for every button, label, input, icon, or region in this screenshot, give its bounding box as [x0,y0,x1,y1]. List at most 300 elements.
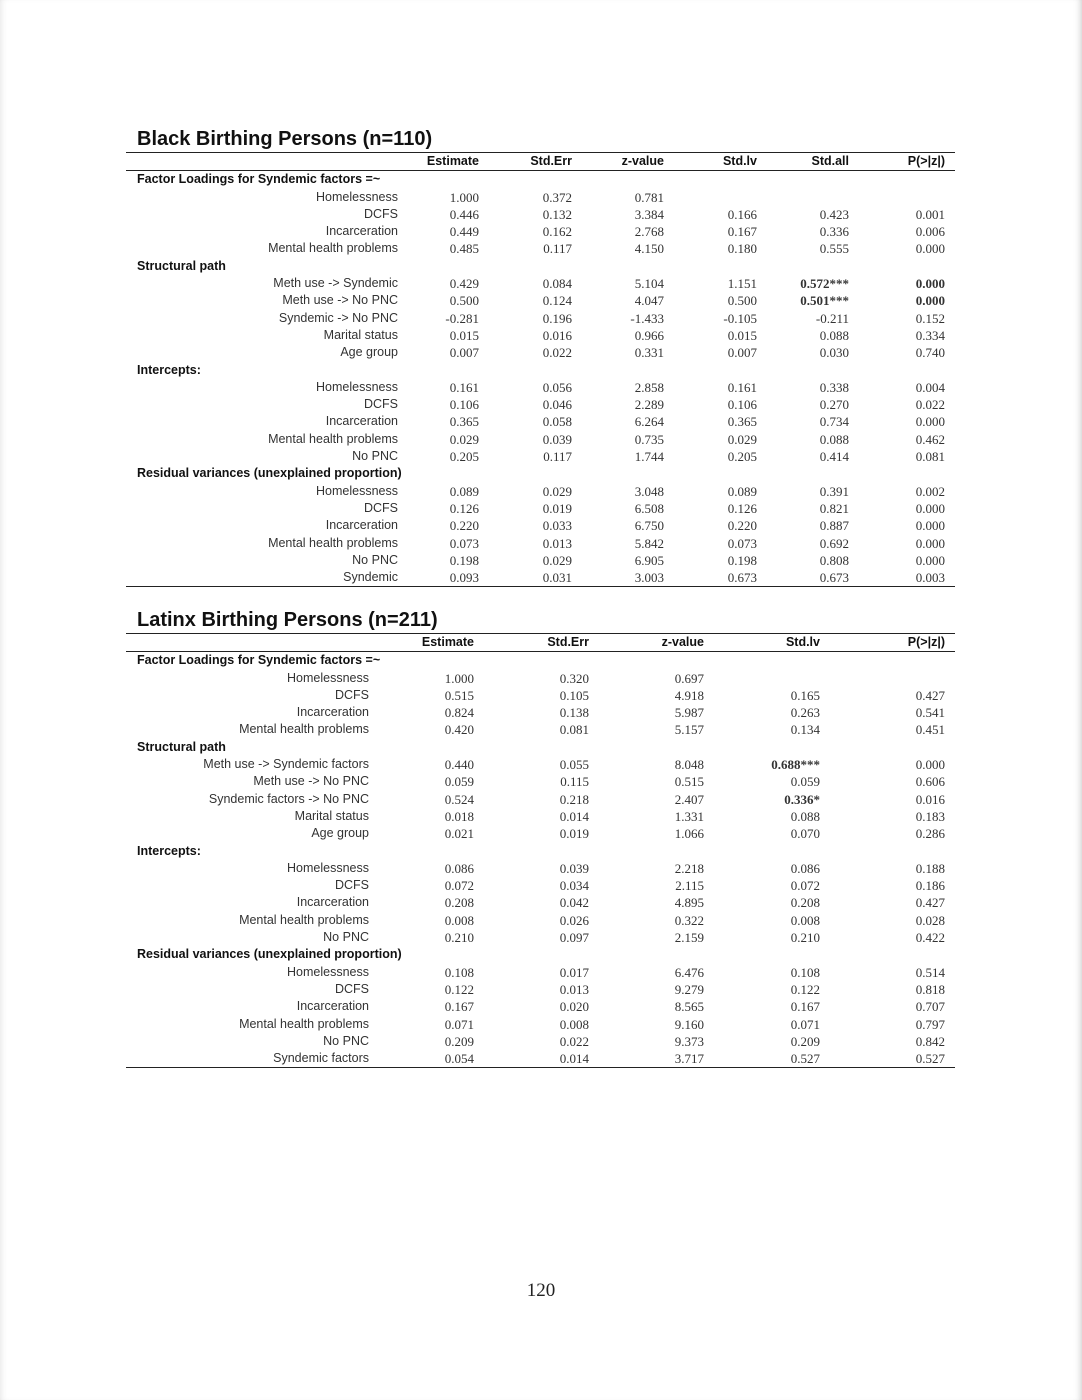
value-cell: 0.162 [542,224,572,240]
table-row [126,240,955,257]
group-row [126,258,955,275]
value-cell: 0.209 [790,1033,820,1049]
value-cell: 0.028 [915,912,945,928]
value-cell: 0.673 [767,569,859,587]
value-cell: 0.887 [819,518,849,534]
row-label: Meth use -> No PNC [282,293,398,308]
table-row [126,687,955,704]
value-cell: 0.124 [542,293,572,309]
table-row [126,773,955,790]
value-cell: 0.263 [790,705,820,721]
value-cell: 0.422 [915,930,945,946]
value-cell: 0.029 [727,431,757,447]
value-cell: 0.108 [444,964,474,980]
column-header: Std.lv [714,634,830,652]
value-cell: 0.429 [449,276,479,292]
value-cell: 0.014 [484,1050,599,1068]
value-cell: 0.167 [444,999,474,1015]
row-label: Syndemic -> No PNC [278,310,398,325]
value-cell: 0.334 [915,327,945,343]
value-cell: 0.781 [634,189,664,205]
group-heading: Intercepts: [137,362,201,377]
row-label: Syndemic [126,569,398,587]
table-row [126,275,955,292]
header-blank-cell [126,634,369,652]
value-cell: 0.108 [790,964,820,980]
value-cell [674,189,767,206]
row-label: Homelessness [287,964,369,979]
value-cell: 0.210 [444,930,474,946]
value-cell: 0.006 [915,224,945,240]
table-row [126,704,955,721]
value-cell: 0.501*** [800,293,849,309]
value-cell: 0.088 [819,431,849,447]
value-cell: 0.692 [819,535,849,551]
value-cell: 0.081 [915,449,945,465]
value-cell: 0.072 [444,878,474,894]
value-cell: 0.001 [915,206,945,222]
row-label: DCFS [363,397,398,412]
table-row [126,981,955,998]
value-cell: 0.555 [819,241,849,257]
column-header: Estimate [398,153,489,171]
value-cell: 0.966 [634,327,664,343]
value-cell: 0.166 [727,206,757,222]
value-cell: 0.427 [915,687,945,703]
table-row [126,344,955,361]
group-heading: Residual variances (unexplained proportion) [137,466,402,481]
group-row [126,171,955,189]
value-cell: 0.186 [915,878,945,894]
value-cell: 0.808 [819,552,849,568]
value-cell [859,189,955,206]
value-cell: 0.072 [790,878,820,894]
value-cell: 0.086 [444,860,474,876]
value-cell: 0.122 [790,981,820,997]
group-heading: Residual variances (unexplained proportion) [137,947,402,962]
row-label: Homelessness [316,189,398,204]
group-heading: Structural path [137,739,226,754]
value-cell: 1.000 [444,670,474,686]
row-label: Syndemic factors -> No PNC [208,791,369,806]
table-row [126,223,955,240]
value-cell: 0.180 [727,241,757,257]
value-cell: 0.365 [449,414,479,430]
row-label: DCFS [334,687,369,702]
value-cell: 0.000 [915,500,945,516]
row-label: Incarceration [325,224,398,239]
table-row [126,448,955,465]
value-cell: 6.476 [674,964,704,980]
value-cell: 0.070 [790,826,820,842]
value-cell: 4.150 [634,241,664,257]
row-label: Meth use -> Syndemic factors [203,757,369,772]
results-table [126,633,955,1068]
table-row [126,292,955,309]
value-cell: 0.134 [790,722,820,738]
value-cell: 0.500 [449,293,479,309]
value-cell: 0.152 [915,310,945,326]
value-cell: 0.336 [819,224,849,240]
row-label: Mental health problems [268,431,398,446]
row-label: No PNC [323,930,369,945]
value-cell: 0.105 [559,687,589,703]
results-table [126,152,955,587]
value-cell: 0.015 [727,327,757,343]
table-row [126,483,955,500]
value-cell: 0.055 [559,757,589,773]
value-cell: 0.071 [790,1016,820,1032]
value-cell: 8.048 [674,757,704,773]
row-label: DCFS [334,981,369,996]
row-label: No PNC [323,1033,369,1048]
value-cell: 0.734 [819,414,849,430]
value-cell: 1.000 [449,189,479,205]
value-cell: 0.106 [727,397,757,413]
table-row [126,535,955,552]
table-row [126,569,955,587]
table-row [126,998,955,1015]
value-cell: 0.198 [449,552,479,568]
row-label: DCFS [334,878,369,893]
value-cell: -0.281 [445,310,479,326]
value-cell: 0.058 [542,414,572,430]
value-cell: 0.205 [449,449,479,465]
value-cell: 0.440 [444,757,474,773]
value-cell: 0.016 [542,327,572,343]
page-number: 120 [526,1280,556,1301]
table-row [126,1016,955,1033]
value-cell: 0.003 [859,569,955,587]
value-cell: 0.205 [727,449,757,465]
value-cell: 0.015 [449,327,479,343]
value-cell: 4.047 [634,293,664,309]
row-label: Meth use -> No PNC [253,774,369,789]
value-cell: 0.013 [559,981,589,997]
value-cell: 0.008 [790,912,820,928]
group-heading: Factor Loadings for Syndemic factors =~ [137,653,381,668]
value-cell: 0.026 [559,912,589,928]
value-cell: 0.126 [449,500,479,516]
row-label: DCFS [363,206,398,221]
value-cell: 0.449 [449,224,479,240]
column-header: Std.Err [484,634,599,652]
value-cell: -0.211 [815,310,849,326]
column-header: Estimate [369,634,484,652]
value-cell: 0.022 [559,1033,589,1049]
row-label: Homelessness [287,860,369,875]
value-cell: 0.106 [449,397,479,413]
table-title: Latinx Birthing Persons (n=211) [137,609,438,631]
value-cell: 0.462 [915,431,945,447]
value-cell: 0.161 [727,379,757,395]
value-cell: 0.089 [449,483,479,499]
table-row [126,431,955,448]
row-label: Mental health problems [239,1016,369,1031]
table-row [126,877,955,894]
value-cell: 3.048 [634,483,664,499]
group-row [126,652,955,670]
value-cell: 5.104 [634,276,664,292]
row-label: Age group [311,826,369,841]
column-header: z-value [599,634,714,652]
table-row [126,189,955,206]
value-cell: 0.697 [674,670,704,686]
row-label: Mental health problems [268,241,398,256]
value-cell: 0.126 [727,500,757,516]
value-cell: 0.002 [915,483,945,499]
value-cell: 0.420 [444,722,474,738]
value-cell: 0.031 [489,569,582,587]
row-label: Homelessness [287,670,369,685]
value-cell: 5.157 [674,722,704,738]
table-header-row [126,634,955,652]
value-cell: 0.021 [444,826,474,842]
value-cell: 0.220 [727,518,757,534]
value-cell: 0.218 [559,791,589,807]
table-section-black [126,126,955,587]
value-cell: 0.004 [915,379,945,395]
value-cell: 9.373 [674,1033,704,1049]
value-cell: 0.515 [444,687,474,703]
value-cell: 0.029 [542,483,572,499]
value-cell: 0.122 [444,981,474,997]
value-cell: 0.427 [915,895,945,911]
table-row [126,670,955,687]
value-cell: 0.084 [542,276,572,292]
value-cell [830,670,955,687]
value-cell: 0.086 [790,860,820,876]
value-cell: 0.132 [542,206,572,222]
value-cell: 0.208 [444,895,474,911]
value-cell: 0.391 [819,483,849,499]
value-cell: 0.017 [559,964,589,980]
value-cell [767,189,859,206]
header-blank-cell [126,153,398,171]
value-cell: 0.000 [915,414,945,430]
value-cell: 0.423 [819,206,849,222]
value-cell: 0.688*** [771,757,820,773]
value-cell: 0.088 [819,327,849,343]
table-row [126,808,955,825]
value-cell: 0.020 [559,999,589,1015]
table-row [126,327,955,344]
table-title: Black Birthing Persons (n=110) [137,128,433,150]
value-cell: 0.209 [444,1033,474,1049]
value-cell: 0.165 [790,687,820,703]
value-cell: 4.918 [674,687,704,703]
value-cell: 6.905 [634,552,664,568]
value-cell: 0.071 [444,1016,474,1032]
value-cell: 0.220 [449,518,479,534]
value-cell: 0.514 [915,964,945,980]
value-cell: 0.007 [449,345,479,361]
value-cell: 0.485 [449,241,479,257]
value-cell: 0.196 [542,310,572,326]
value-cell: 0.014 [559,808,589,824]
group-row [126,739,955,756]
row-label: Incarceration [296,895,369,910]
value-cell: 0.821 [819,500,849,516]
column-header: P(>|z|) [830,634,955,652]
value-cell: 2.858 [634,379,664,395]
row-label: No PNC [352,552,398,567]
value-cell: 0.183 [915,808,945,824]
column-header: Std.all [767,153,859,171]
value-cell: 9.160 [674,1016,704,1032]
value-cell [714,670,830,687]
group-row [126,362,955,379]
value-cell: 0.331 [634,345,664,361]
value-cell: 2.218 [674,860,704,876]
row-label: Age group [340,345,398,360]
value-cell: 0.039 [542,431,572,447]
value-cell: 0.336* [784,791,820,807]
value-cell: 0.188 [915,860,945,876]
column-header: Std.lv [674,153,767,171]
value-cell: 2.407 [674,791,704,807]
table-row [126,413,955,430]
value-cell: 0.000 [915,518,945,534]
value-cell: 0.167 [790,999,820,1015]
value-cell: 0.073 [727,535,757,551]
value-cell: 0.059 [444,774,474,790]
value-cell: 0.000 [915,757,945,773]
value-cell: 0.022 [542,345,572,361]
value-cell: 0.054 [369,1050,484,1068]
value-cell: 0.818 [915,981,945,997]
value-cell: 0.000 [915,293,945,309]
group-row [126,843,955,860]
value-cell: 0.372 [542,189,572,205]
value-cell: 5.842 [634,535,664,551]
value-cell: 0.338 [819,379,849,395]
table-row [126,964,955,981]
value-cell: 0.515 [674,774,704,790]
value-cell: 0.161 [449,379,479,395]
value-cell: -0.105 [723,310,757,326]
table-row [126,379,955,396]
table-row [126,552,955,569]
value-cell: 0.073 [449,535,479,551]
value-cell: 0.000 [915,241,945,257]
value-cell: 0.000 [915,276,945,292]
row-label: DCFS [363,500,398,515]
row-label: Incarceration [296,705,369,720]
value-cell: 3.003 [582,569,674,587]
row-label: Marital status [323,327,398,342]
value-cell: 0.046 [542,397,572,413]
value-cell: 0.016 [915,791,945,807]
value-cell: 0.115 [560,774,589,790]
value-cell: 6.508 [634,500,664,516]
table-row [126,929,955,946]
value-cell: 0.606 [915,774,945,790]
value-cell: 0.081 [559,722,589,738]
value-cell: 0.034 [559,878,589,894]
row-label: Mental health problems [268,535,398,550]
value-cell: 0.039 [559,860,589,876]
value-cell: 1.066 [674,826,704,842]
table-row [126,1050,955,1068]
row-label: Incarceration [325,518,398,533]
row-label: Homelessness [316,379,398,394]
value-cell: 2.768 [634,224,664,240]
value-cell: 0.008 [444,912,474,928]
value-cell: 3.384 [634,206,664,222]
value-cell: 0.088 [790,808,820,824]
table-row [126,517,955,534]
value-cell: 3.717 [599,1050,714,1068]
value-cell: 8.565 [674,999,704,1015]
row-label: Incarceration [325,414,398,429]
value-cell: 4.895 [674,895,704,911]
group-row [126,946,955,963]
value-cell: 0.524 [444,791,474,807]
column-header: P(>|z|) [859,153,955,171]
value-cell: 0.056 [542,379,572,395]
row-label: Mental health problems [239,722,369,737]
value-cell: 9.279 [674,981,704,997]
value-cell: 0.008 [559,1016,589,1032]
table-row [126,310,955,327]
value-cell: 0.740 [915,345,945,361]
table-row [126,1033,955,1050]
table-row [126,912,955,929]
value-cell: 0.018 [444,808,474,824]
table-row [126,894,955,911]
row-label: No PNC [352,449,398,464]
value-cell: 0.029 [542,552,572,568]
value-cell: 0.007 [727,345,757,361]
row-label: Mental health problems [239,912,369,927]
group-row [126,465,955,482]
row-label: Homelessness [316,483,398,498]
value-cell: 0.322 [674,912,704,928]
row-label: Meth use -> Syndemic [273,276,398,291]
value-cell: -1.433 [630,310,664,326]
value-cell: 0.117 [543,449,572,465]
value-cell: 0.059 [790,774,820,790]
table-row [126,860,955,877]
value-cell: 0.446 [449,206,479,222]
value-cell: 5.987 [674,705,704,721]
value-cell: 0.138 [559,705,589,721]
value-cell: 0.500 [727,293,757,309]
value-cell: 0.541 [915,705,945,721]
column-header: Std.Err [489,153,582,171]
value-cell: 0.572*** [800,276,849,292]
value-cell: 0.000 [915,552,945,568]
value-cell: 0.451 [915,722,945,738]
group-heading: Intercepts: [137,843,201,858]
value-cell: 0.013 [542,535,572,551]
value-cell: 1.151 [727,276,757,292]
value-cell: 0.029 [449,431,479,447]
value-cell: 0.527 [830,1050,955,1068]
value-cell: 0.527 [714,1050,830,1068]
value-cell: 0.707 [915,999,945,1015]
value-cell: 2.289 [634,397,664,413]
value-cell: 0.167 [727,224,757,240]
value-cell: 0.735 [634,431,664,447]
table-row [126,756,955,773]
value-cell: 0.320 [559,670,589,686]
row-label: Incarceration [296,999,369,1014]
value-cell: 2.159 [674,930,704,946]
value-cell: 0.414 [819,449,849,465]
value-cell: 0.019 [542,500,572,516]
